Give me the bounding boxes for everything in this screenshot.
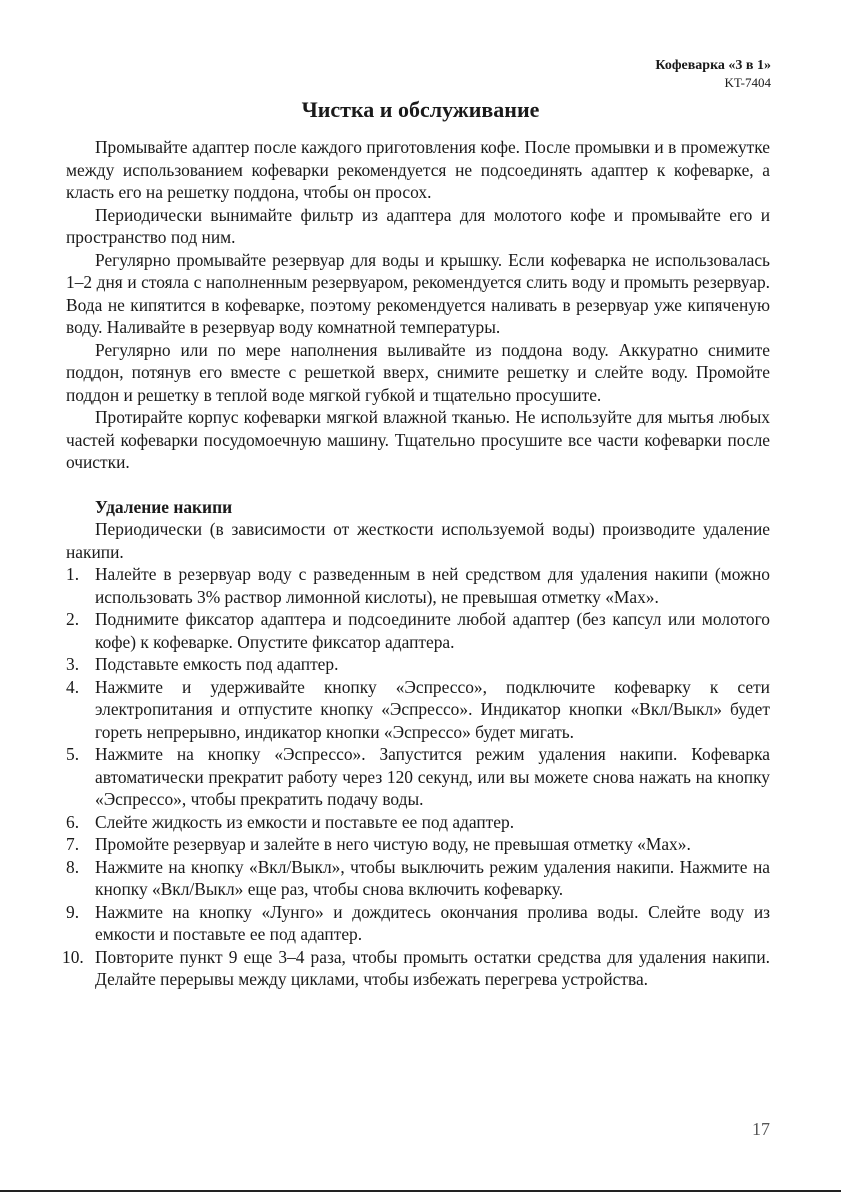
list-item [66,676,770,744]
list-item [66,608,770,653]
step-text: Промойте резервуар и залейте в него чистую воду, не превышая отметку «Max». [95,834,691,854]
list-item [66,743,770,811]
step-text: Подставьте емкость под адаптер. [95,654,339,674]
list-item [62,946,770,991]
list-item [66,833,770,856]
step-text: Нажмите на кнопку «Лунго» и дождитесь окончания пролива воды. Слейте воду из емкости и поставьте ее под адаптер. [95,901,770,944]
main-content [62,136,770,991]
page-title: Чистка и обслуживание [301,97,540,122]
paragraph: Регулярно или по мере наполнения выливайте из поддона воду. Аккуратно снимите поддон, потянув его вместе с решеткой вверх, снимите решетку и слейте воду. Промойте поддон и решетку в теплой воде мягкой губкой и тщательно просушите. [66,339,770,405]
list-item [66,653,770,676]
step-text: Нажмите на кнопку «Вкл/Выкл», чтобы выключить режим удаления накипи. Нажмите на кнопку «Вкл/Выкл» еще раз, чтобы снова включить кофеварку. [95,856,770,899]
page-number: 17 [752,1119,770,1139]
paragraph: Периодически вынимайте фильтр из адаптера для молотого кофе и промывайте его и пространство под ним. [66,204,770,247]
descaling-steps-list [62,563,770,991]
model-number: KT-7404 [724,75,771,90]
step-number: 10. [62,946,84,967]
step-number: 8. [66,856,80,877]
paragraph: Регулярно промывайте резервуар для воды и крышку. Если кофеварка не использовалась 1–2 дня и стояла с наполненным резервуаром, рекомендуется слить воду и промыть резервуар. Вода не кипятится в кофеварке, поэтому рекомендуется наливать в резервуар уже кипяченую воду. Наливайте в резервуар воду комнатной температуры. [66,249,770,337]
step-number: 4. [66,676,80,697]
step-text: Нажмите и удерживайте кнопку «Эспрессо», подключите кофеварку к сети электропитания и отпустите кнопку «Эспрессо». Индикатор кнопки «Вкл/Выкл» будет гореть непрерывно, индикатор кнопки «Эспрессо» будет мигать. [95,676,770,742]
page-header [655,57,771,91]
step-number: 5. [66,744,80,764]
bottom-divider [0,1190,841,1192]
step-number: 1. [66,564,80,584]
section-intro: Периодически (в зависимости от жесткости используемой воды) производите удаление накипи. [66,519,770,562]
section-spacer [66,474,770,496]
paragraph: Промывайте адаптер после каждого приготовления кофе. После промывки и в промежутке между использованием кофеварки рекомендуется не подсоединять адаптер к кофеварке, а класть его на решетку поддона, чтобы он просох. [66,137,770,202]
step-number: 7. [66,834,80,854]
step-text: Повторите пункт 9 еще 3–4 раза, чтобы промыть остатки средства для удаления накипи. Делайте перерывы между циклами, чтобы избежать перегрева устройства. [95,946,770,989]
section-heading: Удаление накипи [95,496,233,517]
step-number: 2. [66,609,80,629]
product-name: Кофеварка «3 в 1» [655,58,771,73]
step-number: 6. [66,811,80,832]
step-number: 3. [66,654,80,674]
step-text: Слейте жидкость из емкости и поставьте ее под адаптер. [95,811,515,832]
list-item [66,811,770,834]
list-item [66,563,770,608]
step-text: Налейте в резервуар воду с разведенным в ней средством для удаления накипи (можно использовать 3% раствор лимонной кислоты), не превышая отметку «Max». [95,564,770,607]
list-item [66,901,770,946]
list-item [66,856,770,901]
step-number: 9. [66,901,80,922]
paragraph: Протирайте корпус кофеварки мягкой влажной тканью. Не используйте для мытья любых частей кофеварки посудомоечную машину. Тщательно просушите все части кофеварки после очистки. [66,407,770,472]
step-text: Нажмите на кнопку «Эспрессо». Запустится режим удаления накипи. Кофеварка автоматически прекратит работу через 120 секунд, или вы можете снова нажать на кнопку «Эспрессо», чтобы прекратить подачу воды. [95,744,770,809]
step-text: Поднимите фиксатор адаптера и подсоедините любой адаптер (без капсул или молотого кофе) к кофеварке. Опустите фиксатор адаптера. [95,609,770,652]
